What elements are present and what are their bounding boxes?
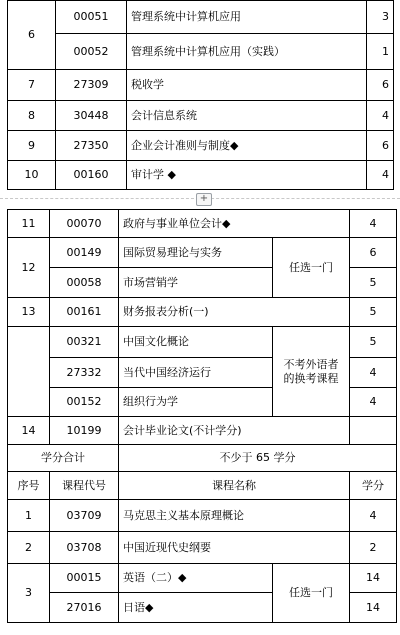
header-code: 课程代号 bbox=[50, 472, 119, 500]
course-code: 00070 bbox=[50, 210, 119, 238]
table-row bbox=[8, 500, 397, 532]
course-name: 中国近现代史纲要 bbox=[119, 532, 350, 564]
course-name: 市场营销学 bbox=[119, 268, 273, 298]
course-credit: 3 bbox=[367, 1, 394, 34]
course-name: 英语（二）◆ bbox=[119, 564, 273, 593]
course-credit: 14 bbox=[350, 564, 397, 593]
table-row bbox=[8, 131, 394, 161]
course-credit: 2 bbox=[350, 532, 397, 564]
course-name: 政府与事业单位会计◆ bbox=[119, 210, 350, 238]
course-name: 税收学 bbox=[127, 70, 367, 101]
course-code: 27350 bbox=[56, 131, 127, 161]
table-row bbox=[8, 327, 397, 358]
course-credit: 4 bbox=[367, 161, 394, 190]
course-code: 00160 bbox=[56, 161, 127, 190]
course-credit: 4 bbox=[350, 358, 397, 388]
course-credit: 4 bbox=[350, 388, 397, 417]
course-code: 00051 bbox=[56, 1, 127, 34]
table-row bbox=[8, 417, 397, 445]
course-code: 30448 bbox=[56, 101, 127, 131]
course-code: 00321 bbox=[50, 327, 119, 358]
course-name: 管理系统中计算机应用（实践） bbox=[127, 34, 367, 70]
course-name: 当代中国经济运行 bbox=[119, 358, 273, 388]
elective-note: 不考外语者的换考课程 bbox=[273, 327, 350, 417]
top-course-table bbox=[7, 0, 394, 190]
course-code: 00015 bbox=[50, 564, 119, 593]
course-code: 00058 bbox=[50, 268, 119, 298]
table-row bbox=[8, 564, 397, 593]
course-credit: 14 bbox=[350, 593, 397, 623]
expand-table-button[interactable]: + bbox=[196, 193, 212, 206]
table-row bbox=[8, 101, 394, 131]
course-credit: 5 bbox=[350, 268, 397, 298]
course-credit bbox=[350, 417, 397, 445]
course-code: 27309 bbox=[56, 70, 127, 101]
course-code: 00052 bbox=[56, 34, 127, 70]
row-number: 10 bbox=[8, 161, 56, 190]
main-course-table bbox=[7, 209, 397, 623]
table-row bbox=[8, 161, 394, 190]
course-name: 审计学 ◆ bbox=[127, 161, 367, 190]
course-name: 国际贸易理论与实务 bbox=[119, 238, 273, 268]
course-credit: 6 bbox=[367, 131, 394, 161]
table-row bbox=[8, 532, 397, 564]
row-number: 1 bbox=[8, 500, 50, 532]
course-credit: 6 bbox=[367, 70, 394, 101]
row-number: 12 bbox=[8, 238, 50, 298]
course-credit: 5 bbox=[350, 298, 397, 327]
row-number: 13 bbox=[8, 298, 50, 327]
course-code: 00161 bbox=[50, 298, 119, 327]
table-row bbox=[8, 298, 397, 327]
course-code: 10199 bbox=[50, 417, 119, 445]
row-number: 11 bbox=[8, 210, 50, 238]
course-name: 会计信息系统 bbox=[127, 101, 367, 131]
row-number: 9 bbox=[8, 131, 56, 161]
elective-note: 任选一门 bbox=[273, 238, 350, 298]
table-row bbox=[8, 34, 394, 70]
course-credit: 4 bbox=[350, 210, 397, 238]
row-number: 2 bbox=[8, 532, 50, 564]
course-credit: 4 bbox=[350, 500, 397, 532]
table-row bbox=[8, 238, 397, 268]
row-number: 7 bbox=[8, 70, 56, 101]
header-name: 课程名称 bbox=[119, 472, 350, 500]
course-code: 03708 bbox=[50, 532, 119, 564]
course-credit: 1 bbox=[367, 34, 394, 70]
course-name: 组织行为学 bbox=[119, 388, 273, 417]
course-name: 日语◆ bbox=[119, 593, 273, 623]
course-credit: 5 bbox=[350, 327, 397, 358]
course-name: 中国文化概论 bbox=[119, 327, 273, 358]
course-name: 会计毕业论文(不计学分) bbox=[119, 417, 350, 445]
course-code: 00149 bbox=[50, 238, 119, 268]
row-number: 3 bbox=[8, 564, 50, 623]
table-row bbox=[8, 1, 394, 34]
elective-note: 任选一门 bbox=[273, 564, 350, 623]
table-row bbox=[8, 70, 394, 101]
course-code: 27332 bbox=[50, 358, 119, 388]
total-label: 学分合计 bbox=[8, 445, 119, 472]
course-code: 27016 bbox=[50, 593, 119, 623]
row-number: 8 bbox=[8, 101, 56, 131]
total-row bbox=[8, 445, 397, 472]
course-name: 企业会计准则与制度◆ bbox=[127, 131, 367, 161]
course-name: 马克思主义基本原理概论 bbox=[119, 500, 350, 532]
course-credit: 4 bbox=[367, 101, 394, 131]
row-number bbox=[8, 327, 50, 417]
row-number: 6 bbox=[8, 1, 56, 70]
header-credit: 学分 bbox=[350, 472, 397, 500]
row-number: 14 bbox=[8, 417, 50, 445]
course-name: 财务报表分析(一) bbox=[119, 298, 350, 327]
header-no: 序号 bbox=[8, 472, 50, 500]
course-code: 00152 bbox=[50, 388, 119, 417]
course-credit: 6 bbox=[350, 238, 397, 268]
course-name: 管理系统中计算机应用 bbox=[127, 1, 367, 34]
table-row bbox=[8, 210, 397, 238]
header-row bbox=[8, 472, 397, 500]
total-value: 不少于 65 学分 bbox=[119, 445, 397, 472]
course-code: 03709 bbox=[50, 500, 119, 532]
